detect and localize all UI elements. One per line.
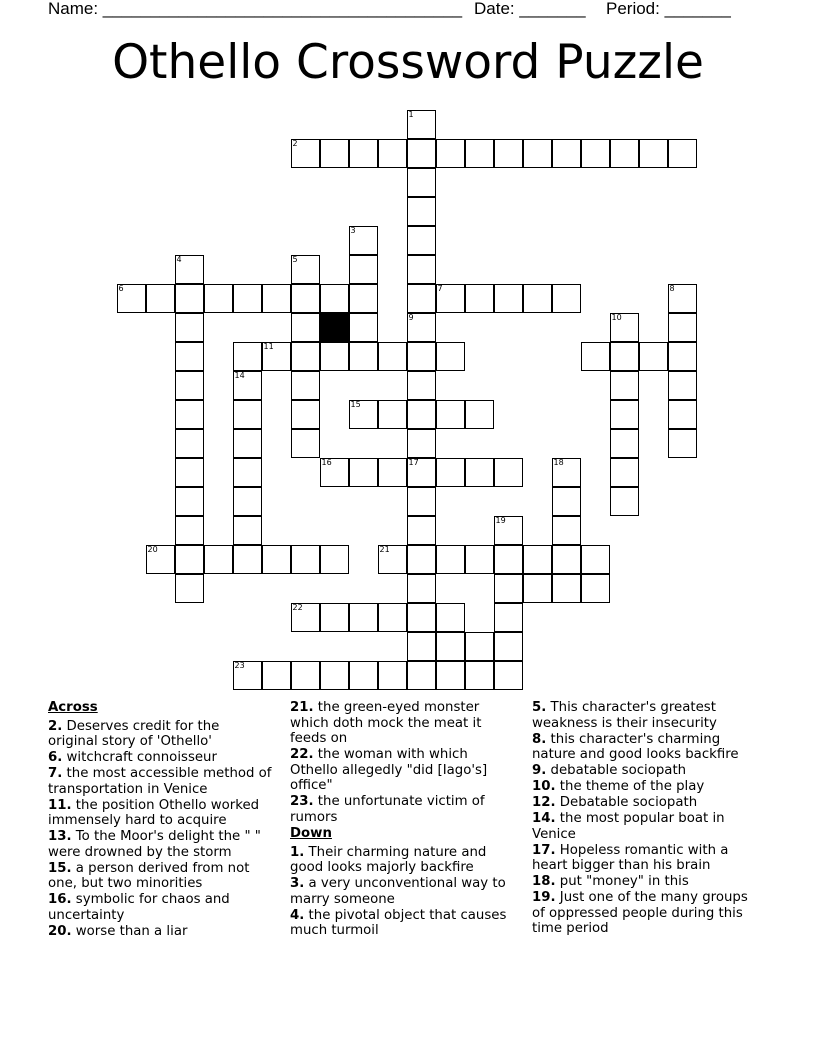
- clue-text: worse than a liar: [75, 924, 188, 940]
- grid-cell[interactable]: [523, 545, 552, 574]
- clue-item: [48, 861, 273, 892]
- grid-cell[interactable]: [552, 516, 581, 545]
- grid-cell[interactable]: [465, 139, 494, 168]
- clue-number: 15: [350, 399, 361, 409]
- grid-cell[interactable]: [407, 632, 436, 661]
- clue-number-label: 22.: [290, 747, 314, 763]
- grid-cell[interactable]: [407, 400, 436, 429]
- grid-cell[interactable]: [349, 313, 378, 342]
- grid-cell[interactable]: [552, 284, 581, 313]
- across-clue-list: [48, 719, 273, 940]
- grid-cell[interactable]: [668, 284, 697, 313]
- grid-cell[interactable]: [465, 400, 494, 429]
- clue-number: 21: [379, 544, 390, 554]
- grid-cell[interactable]: [436, 284, 465, 313]
- clue-text: the green-eyed monster which doth mock the meat it feeds on: [290, 700, 482, 747]
- clue-item: [48, 750, 273, 766]
- grid-cell[interactable]: [233, 516, 262, 545]
- black-cell: [320, 313, 349, 342]
- grid-cell[interactable]: [320, 661, 349, 690]
- grid-cell[interactable]: [407, 371, 436, 400]
- clue-number-label: 19.: [532, 890, 556, 906]
- grid-cell[interactable]: [436, 342, 465, 371]
- clue-item: [48, 798, 273, 829]
- clue-number: 18: [553, 457, 564, 467]
- down-clue-list-continued: [532, 700, 764, 937]
- grid-cell[interactable]: [668, 400, 697, 429]
- grid-cell[interactable]: [349, 342, 378, 371]
- grid-cell[interactable]: [291, 255, 320, 284]
- grid-cell[interactable]: [523, 284, 552, 313]
- grid-cell[interactable]: [610, 458, 639, 487]
- grid-cell[interactable]: [291, 139, 320, 168]
- grid-cell[interactable]: [668, 342, 697, 371]
- clue-number: 4: [176, 254, 182, 264]
- grid-cell[interactable]: [465, 545, 494, 574]
- grid-cell[interactable]: [320, 458, 349, 487]
- grid-cell[interactable]: [494, 284, 523, 313]
- grid-cell[interactable]: [465, 661, 494, 690]
- clue-number: 6: [118, 283, 124, 293]
- clue-item: [532, 811, 764, 842]
- clue-number-label: 18.: [532, 874, 556, 890]
- clue-item: [532, 890, 764, 937]
- grid-cell[interactable]: [233, 284, 262, 313]
- clue-number-label: 10.: [532, 779, 556, 795]
- grid-cell[interactable]: [349, 255, 378, 284]
- grid-cell[interactable]: [407, 458, 436, 487]
- clue-item: [290, 747, 512, 794]
- clue-item: [48, 766, 273, 797]
- clue-number-label: 6.: [48, 750, 63, 766]
- clue-number: 17: [408, 457, 419, 467]
- grid-cell[interactable]: [378, 545, 407, 574]
- grid-cell[interactable]: [407, 110, 436, 139]
- clue-number-label: 2.: [48, 718, 63, 734]
- clue-number: 14: [234, 370, 245, 380]
- grid-cell[interactable]: [291, 429, 320, 458]
- grid-cell[interactable]: [552, 574, 581, 603]
- clue-number: 9: [408, 312, 414, 322]
- grid-cell[interactable]: [407, 603, 436, 632]
- grid-cell[interactable]: [378, 342, 407, 371]
- grid-cell[interactable]: [465, 632, 494, 661]
- grid-cell[interactable]: [175, 429, 204, 458]
- grid-cell[interactable]: [233, 429, 262, 458]
- grid-cell[interactable]: [349, 139, 378, 168]
- clue-text: the theme of the play: [559, 779, 705, 795]
- clue-number-label: 3.: [290, 876, 305, 892]
- grid-cell[interactable]: [291, 545, 320, 574]
- grid-cell[interactable]: [349, 603, 378, 632]
- grid-cell[interactable]: [436, 139, 465, 168]
- grid-cell[interactable]: [552, 139, 581, 168]
- clue-text: This character's greatest weakness is their insecurity: [532, 700, 717, 731]
- grid-cell[interactable]: [436, 661, 465, 690]
- grid-cell[interactable]: [494, 545, 523, 574]
- grid-cell[interactable]: [523, 139, 552, 168]
- name-field[interactable]: Name: ______________________________________: [48, 0, 463, 18]
- grid-cell[interactable]: [233, 458, 262, 487]
- clue-number: 5: [292, 254, 298, 264]
- grid-cell[interactable]: [233, 342, 262, 371]
- clue-column-2: [290, 700, 512, 939]
- clue-item: [532, 763, 764, 779]
- grid-cell[interactable]: [639, 139, 668, 168]
- grid-cell[interactable]: [407, 487, 436, 516]
- clue-item: [532, 874, 764, 890]
- grid-cell[interactable]: [610, 487, 639, 516]
- grid-cell[interactable]: [349, 458, 378, 487]
- student-info-header: [48, 0, 788, 22]
- grid-cell[interactable]: [407, 429, 436, 458]
- clue-number-label: 21.: [290, 700, 314, 715]
- grid-cell[interactable]: [233, 371, 262, 400]
- clue-number-label: 1.: [290, 844, 305, 860]
- grid-cell[interactable]: [494, 458, 523, 487]
- grid-cell[interactable]: [262, 661, 291, 690]
- grid-cell[interactable]: [175, 342, 204, 371]
- grid-cell[interactable]: [320, 284, 349, 313]
- grid-cell[interactable]: [291, 400, 320, 429]
- grid-cell[interactable]: [407, 342, 436, 371]
- clue-number: 11: [263, 341, 274, 351]
- grid-cell[interactable]: [291, 284, 320, 313]
- clue-text: the pivotal object that causes much turmoil: [290, 907, 507, 939]
- clue-number-label: 8.: [532, 731, 547, 747]
- grid-cell[interactable]: [262, 342, 291, 371]
- grid-cell[interactable]: [407, 313, 436, 342]
- grid-cell[interactable]: [233, 400, 262, 429]
- clue-item: [290, 908, 512, 939]
- clue-text: the most popular boat in Venice: [532, 811, 725, 842]
- grid-cell[interactable]: [291, 313, 320, 342]
- grid-cell[interactable]: [610, 313, 639, 342]
- clue-text: put "money" in this: [559, 874, 689, 890]
- clue-column-3: [532, 700, 764, 937]
- clue-number: 2: [292, 138, 298, 148]
- grid-cell[interactable]: [175, 458, 204, 487]
- clue-text: a very unconventional way to marry someone: [290, 876, 506, 907]
- clue-number-label: 7.: [48, 766, 63, 782]
- grid-cell[interactable]: [204, 284, 233, 313]
- clue-number-label: 17.: [532, 842, 556, 858]
- clue-number: 1: [408, 109, 414, 119]
- grid-cell[interactable]: [378, 400, 407, 429]
- grid-cell[interactable]: [175, 516, 204, 545]
- grid-cell[interactable]: [407, 545, 436, 574]
- grid-cell[interactable]: [349, 400, 378, 429]
- grid-cell[interactable]: [349, 661, 378, 690]
- clue-text: the position Othello worked immensely hard to acquire: [48, 797, 260, 829]
- grid-cell[interactable]: [436, 603, 465, 632]
- clue-item: [532, 779, 764, 795]
- grid-cell[interactable]: [175, 284, 204, 313]
- grid-cell[interactable]: [262, 545, 291, 574]
- grid-cell[interactable]: [552, 487, 581, 516]
- clue-item: [48, 829, 273, 860]
- grid-cell[interactable]: [349, 226, 378, 255]
- grid-cell[interactable]: [581, 139, 610, 168]
- grid-cell[interactable]: [610, 371, 639, 400]
- grid-cell[interactable]: [407, 226, 436, 255]
- clue-item: [290, 794, 512, 825]
- down-clue-list: [290, 845, 512, 939]
- clue-item: [532, 843, 764, 874]
- clue-item: [290, 700, 512, 747]
- clue-number-label: 20.: [48, 924, 72, 940]
- grid-cell[interactable]: [465, 284, 494, 313]
- clue-item: [48, 924, 273, 940]
- grid-cell[interactable]: [407, 168, 436, 197]
- clue-text: Hopeless romantic with a heart bigger than his brain: [532, 842, 729, 874]
- date-field[interactable]: Date: _______: [474, 0, 586, 18]
- grid-cell[interactable]: [320, 342, 349, 371]
- grid-cell[interactable]: [320, 603, 349, 632]
- clue-number: 7: [437, 283, 443, 293]
- clue-number: 10: [611, 312, 622, 322]
- clue-column-1: [48, 700, 273, 940]
- clue-number-label: 23.: [290, 794, 314, 810]
- grid-cell[interactable]: [552, 545, 581, 574]
- grid-cell[interactable]: [291, 342, 320, 371]
- grid-cell[interactable]: [436, 400, 465, 429]
- clue-item: [532, 700, 764, 731]
- down-heading: Down: [290, 825, 332, 841]
- grid-cell[interactable]: [494, 516, 523, 545]
- grid-cell[interactable]: [233, 487, 262, 516]
- grid-cell[interactable]: [204, 545, 233, 574]
- clue-text: Debatable sociopath: [559, 795, 698, 811]
- clue-text: the woman with which Othello allegedly "did [Iago's] office": [290, 747, 488, 794]
- grid-cell[interactable]: [436, 458, 465, 487]
- clue-number: 22: [292, 602, 303, 612]
- grid-cell[interactable]: [291, 371, 320, 400]
- grid-cell[interactable]: [407, 139, 436, 168]
- clue-text: Just one of the many groups of oppressed people during this time period: [532, 890, 748, 937]
- clue-item: [48, 892, 273, 923]
- grid-cell[interactable]: [407, 516, 436, 545]
- clue-number-label: 15.: [48, 860, 72, 876]
- clue-number-label: 11.: [48, 797, 72, 813]
- grid-cell[interactable]: [175, 371, 204, 400]
- grid-cell[interactable]: [378, 139, 407, 168]
- clue-item: [48, 719, 273, 750]
- clue-number-label: 5.: [532, 700, 547, 715]
- clue-number-label: 9.: [532, 763, 547, 779]
- grid-cell[interactable]: [494, 603, 523, 632]
- page-title: Othello Crossword Puzzle: [112, 35, 704, 90]
- clue-item: [290, 845, 512, 876]
- clue-text: the most accessible method of transportation in Venice: [48, 766, 272, 797]
- clue-text: symbolic for chaos and uncertainty: [48, 892, 230, 924]
- grid-cell[interactable]: [436, 632, 465, 661]
- grid-cell[interactable]: [639, 342, 668, 371]
- grid-cell[interactable]: [146, 545, 175, 574]
- grid-cell[interactable]: [291, 661, 320, 690]
- clue-number-label: 14.: [532, 811, 556, 827]
- across-clue-list-continued: [290, 700, 512, 826]
- grid-cell[interactable]: [320, 545, 349, 574]
- grid-cell[interactable]: [175, 574, 204, 603]
- clue-number-label: 16.: [48, 892, 72, 908]
- grid-cell[interactable]: [610, 139, 639, 168]
- grid-cell[interactable]: [349, 284, 378, 313]
- clue-number: 19: [495, 515, 506, 525]
- grid-cell[interactable]: [233, 661, 262, 690]
- grid-cell[interactable]: [262, 284, 291, 313]
- grid-cell[interactable]: [175, 545, 204, 574]
- grid-cell[interactable]: [668, 313, 697, 342]
- grid-cell[interactable]: [581, 342, 610, 371]
- grid-cell[interactable]: [378, 603, 407, 632]
- clue-text: witchcraft connoisseur: [66, 750, 217, 766]
- clue-text: To the Moor's delight the " " were drowned by the storm: [48, 829, 261, 860]
- grid-cell[interactable]: [320, 139, 349, 168]
- grid-cell[interactable]: [465, 458, 494, 487]
- grid-cell[interactable]: [175, 255, 204, 284]
- clue-text: Deserves credit for the original story of 'Othello': [48, 718, 220, 750]
- grid-cell[interactable]: [117, 284, 146, 313]
- clue-number-label: 12.: [532, 795, 556, 811]
- grid-cell[interactable]: [146, 284, 175, 313]
- grid-cell[interactable]: [581, 574, 610, 603]
- grid-cell[interactable]: [233, 545, 262, 574]
- grid-cell[interactable]: [407, 574, 436, 603]
- clue-number: 3: [350, 225, 356, 235]
- across-heading: Across: [48, 700, 98, 715]
- grid-cell[interactable]: [668, 371, 697, 400]
- grid-cell[interactable]: [378, 661, 407, 690]
- grid-cell[interactable]: [552, 458, 581, 487]
- clue-number: 16: [321, 457, 332, 467]
- grid-cell[interactable]: [407, 197, 436, 226]
- grid-cell[interactable]: [436, 545, 465, 574]
- grid-cell[interactable]: [523, 574, 552, 603]
- grid-cell[interactable]: [610, 342, 639, 371]
- period-field[interactable]: Period: _______: [606, 0, 731, 18]
- grid-cell[interactable]: [378, 458, 407, 487]
- clue-number: 20: [147, 544, 158, 554]
- clue-text: the unfortunate victim of rumors: [290, 794, 485, 825]
- grid-cell[interactable]: [291, 603, 320, 632]
- grid-cell[interactable]: [407, 255, 436, 284]
- grid-cell[interactable]: [494, 661, 523, 690]
- clue-item: [290, 876, 512, 907]
- grid-cell[interactable]: [668, 139, 697, 168]
- clue-text: debatable sociopath: [550, 763, 687, 779]
- clue-number-label: 4.: [290, 907, 305, 923]
- grid-cell[interactable]: [494, 632, 523, 661]
- clue-number: 23: [234, 660, 245, 670]
- grid-cell[interactable]: [175, 400, 204, 429]
- clue-item: [532, 795, 764, 811]
- grid-cell[interactable]: [407, 661, 436, 690]
- grid-cell[interactable]: [610, 429, 639, 458]
- grid-cell[interactable]: [175, 313, 204, 342]
- grid-cell[interactable]: [494, 139, 523, 168]
- grid-cell[interactable]: [494, 574, 523, 603]
- clue-text: Their charming nature and good looks majorly backfire: [290, 844, 487, 876]
- clue-text: this character's charming nature and good looks backfire: [532, 731, 739, 763]
- clue-number-label: 13.: [48, 829, 72, 845]
- clue-text: a person derived from not one, but two minorities: [48, 860, 250, 892]
- grid-cell[interactable]: [175, 487, 204, 516]
- grid-cell[interactable]: [581, 545, 610, 574]
- grid-cell[interactable]: [610, 400, 639, 429]
- clue-item: [532, 732, 764, 763]
- grid-cell[interactable]: [668, 429, 697, 458]
- clue-number: 8: [669, 283, 675, 293]
- grid-cell[interactable]: [407, 284, 436, 313]
